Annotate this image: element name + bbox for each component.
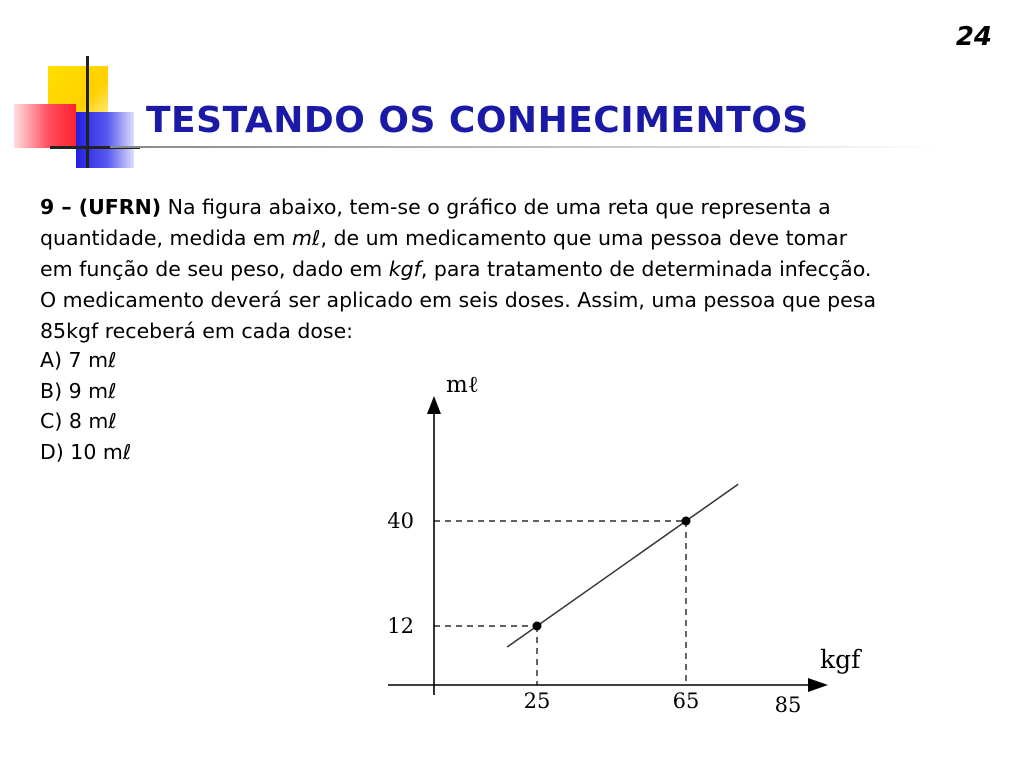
y-axis-arrow [427,396,441,414]
x-tick-label: 25 [523,689,551,713]
question-line-5: 85kgf receberá em cada dose: [40,319,354,343]
y-tick-label: 12 [387,614,414,638]
y-axis-label: mℓ [446,372,479,398]
unit-kgf: kgf [388,257,421,281]
question-line-2-after: , de um medicamento que uma pessoa deve tomar [320,226,848,250]
y-tick-label: 40 [387,509,414,533]
question-line-4: O medicamento deverá ser aplicado em seis doses. Assim, uma pessoa que pesa [40,288,877,312]
slide-title: TESTANDO OS CONHECIMENTOS [146,100,809,141]
option-c[interactable]: C) 8 mℓ [40,409,117,433]
option-d[interactable]: D) 10 mℓ [40,439,132,464]
data-line [507,484,738,647]
page-number: 24 [955,22,992,52]
unit-ml: mℓ [292,226,321,250]
x-tick-label: 85 [774,693,802,717]
question-number: 9 – (UFRN) [40,195,162,219]
question-line-1-text: Na figura abaixo, tem-se o gráfico de uma reta que representa a [161,195,831,219]
x-tick-label: 65 [672,689,700,713]
dashed-guides [434,521,686,685]
question-line-3-before: em função de seu peso, dado em [40,257,389,281]
question-line-2-before: quantidade, medida em [40,226,293,250]
x-axis-label: kgf [820,645,861,674]
data-point [682,517,691,526]
x-axis-arrow [808,678,828,692]
data-point [533,622,542,631]
option-b[interactable]: B) 9 mℓ [40,378,117,403]
question-line-3-after: , para tratamento de determinada infecção. [420,257,872,281]
option-a[interactable]: A) 7 mℓ [40,348,117,372]
